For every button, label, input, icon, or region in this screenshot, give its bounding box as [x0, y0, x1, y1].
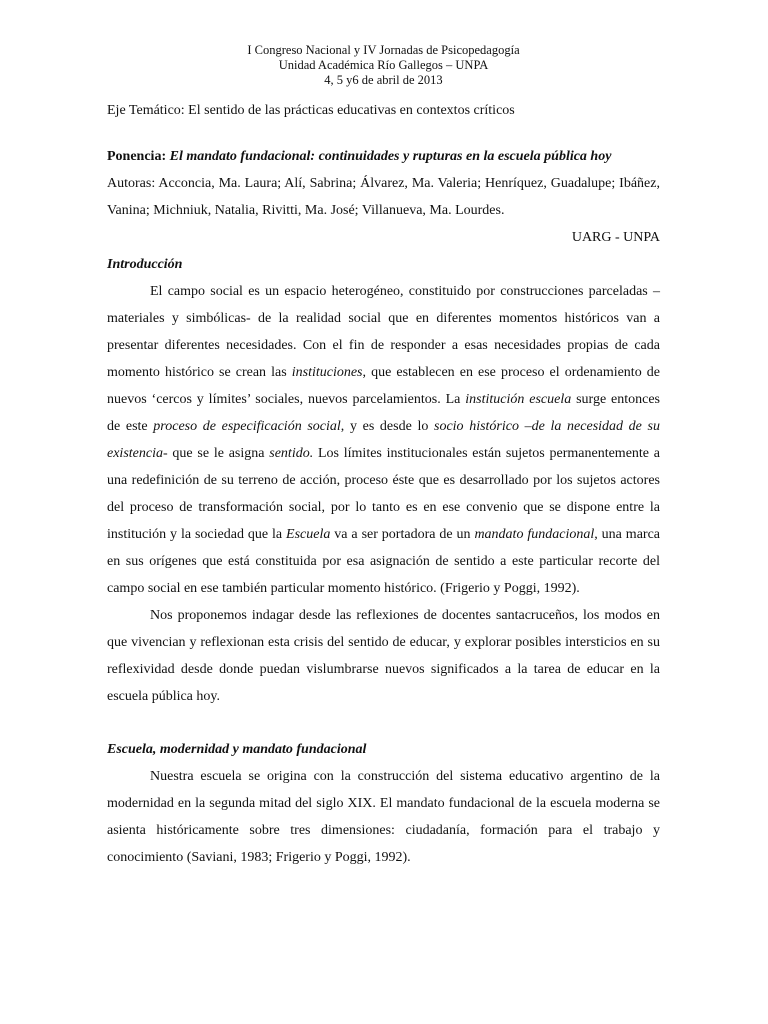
italic-span: institución escuela [465, 392, 572, 407]
paper-title: El mandato fundacional: continuidades y rupturas en la escuela pública hoy [169, 149, 612, 164]
authors: Autoras: Acconcia, Ma. Laura; Alí, Sabrina; Álvarez, Ma. Valeria; Henríquez, Guadalupe; Ibáñez, Vanina; Michniuk, Natalia, Rivitti, Ma. José; Villanueva, Ma. Lourdes. [107, 176, 660, 218]
conference-header [107, 0, 660, 88]
italic-span: mandato fundacional [474, 527, 595, 542]
section-heading-intro: Introducción [107, 257, 183, 272]
paper-title-line [107, 146, 660, 168]
text-span: surge entonces de este [107, 392, 661, 434]
italic-span: socio histórico –de la necesidad de su existencia [107, 419, 660, 461]
section2-paragraph-1: Nuestra escuela se origina con la construcción del sistema educativo argentino de la modernidad en la segunda mitad del siglo XIX. El mandato fundacional de la escuela moderna se asienta históricamente sobre tres dimensiones: ciudadanía, formación para el trabajo y conocimiento (Saviani, 1983; Frigerio y Poggi, 1992). [107, 769, 660, 865]
italic-span: Escuela [286, 527, 331, 542]
text-span: , una marca en sus orígenes que está constituida por esa asignación de sentido a este particular recorte del campo social en ese también particular momento histórico. (Frigerio y Poggi, 1992). [107, 527, 660, 596]
text-span: - que se le asigna [162, 446, 270, 461]
text-span: va a ser portadora de un [330, 527, 475, 542]
italic-span: sentido. [269, 446, 314, 461]
italic-span: proceso de especificación social [153, 419, 341, 434]
paper-label: Ponencia: [107, 149, 167, 164]
text-span: El campo social es un espacio heterogéneo, constituido por construcciones parceladas –materiales y simbólicas- de la realidad social que en diferentes momentos históricos van a presentar diferentes necesidades. Con el fin de responder a esas necesidades propias de cada momento histórico se crean las [107, 284, 660, 380]
conference-unit: Unidad Académica Río Gallegos – UNPA [278, 58, 489, 72]
text-span: Los límites institucionales están sujetos permanentemente a una redefinición de su terreno de acción, proceso éste que es desarrollado por los sujetos actores del proceso de transformación social, por lo tanto es en ese convenio que se dispone entre la institución y la sociedad que la [107, 446, 660, 542]
section-heading-modernidad: Escuela, modernidad y mandato fundacional [107, 742, 367, 757]
thematic-axis: Eje Temático: El sentido de las prácticas educativas en contextos críticos [107, 103, 515, 118]
institution: UARG - UNPA [571, 230, 660, 245]
text-span: , que establecen en ese proceso el ordenamiento de nuevos ‘cercos y límites’ sociales, nuevos parcelamientos. La [107, 365, 660, 407]
conference-name: I Congreso Nacional y IV Jornadas de Psicopedagogía [247, 43, 520, 57]
section-spacer [107, 710, 660, 736]
text-span: , y es desde lo [340, 419, 434, 434]
italic-span: instituciones [291, 365, 363, 380]
conference-date: 4, 5 y6 de abril de 2013 [324, 73, 443, 87]
intro-paragraph-1 [107, 278, 660, 602]
intro-paragraph-2: Nos proponemos indagar desde las reflexiones de docentes santacruceños, los modos en que vivencian y reflexionan esta crisis del sentido de educar, y explorar posibles intersticios en su reflexividad desde donde puedan vislumbrarse nuevos significados a la tarea de educar en la escuela pública hoy. [107, 608, 660, 704]
